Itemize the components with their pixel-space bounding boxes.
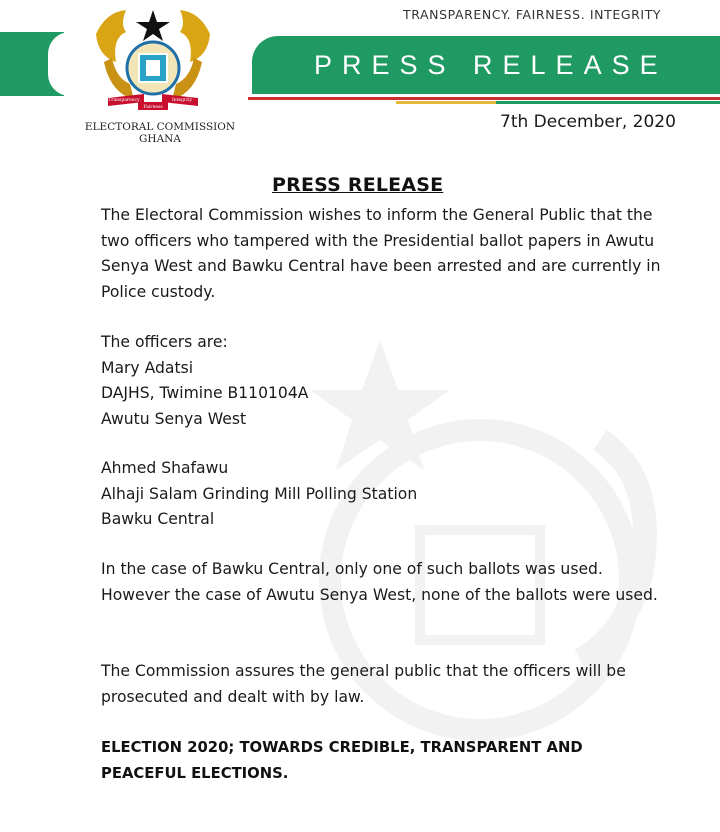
paragraph-ballots: In the case of Bawku Central, only one of such ballots was used. However the case of Awutu Senya West, none of the ballots were used.: [101, 560, 658, 604]
crest-ribbon-left: Transparency: [108, 98, 140, 103]
paragraph-intro: The Electoral Commission wishes to inform the General Public that the two officers who tampered with the Presidential ballot papers in Awutu Senya West and Bawku Central have been arrested and are currently in Police custody.: [101, 206, 661, 301]
officers-intro: The officers are:: [101, 333, 228, 351]
closing-slogan: [101, 735, 661, 787]
officers-block-1: [101, 330, 661, 432]
officer1-detail: DAJHS, Twimine B110104A: [101, 384, 309, 403]
electoral-commission-crest-icon: [86, 4, 220, 116]
tagline: TRANSPARENCY. FAIRNESS. INTEGRITY: [403, 7, 662, 22]
officers-block-2: [101, 456, 661, 533]
crest-ribbon-right: Integrity: [172, 98, 192, 103]
green-stripe: [496, 101, 720, 104]
officer2-constituency: Bawku Central: [101, 510, 215, 529]
officer1-name: Mary Adatsi: [101, 358, 194, 377]
banner-title: PRESS RELEASE: [314, 50, 668, 80]
left-tab-notch: [48, 32, 70, 96]
org-name-line1: ELECTORAL COMMISSION: [84, 121, 236, 133]
paragraph-assurance: The Commission assures the general public that the officers will be prosecuted and dealt with by law.: [101, 662, 626, 706]
closing-line2: PEACEFUL ELECTIONS.: [101, 765, 289, 782]
release-date: 7th December, 2020: [500, 112, 676, 132]
officer1-constituency: Awutu Senya West: [101, 409, 247, 428]
officer2-name: Ahmed Shafawu: [101, 459, 229, 477]
organization-name: [80, 121, 240, 145]
org-name-line2: GHANA: [139, 133, 181, 145]
closing-line1: ELECTION 2020; TOWARDS CREDIBLE, TRANSPARENT AND: [101, 739, 583, 756]
document-title: PRESS RELEASE: [272, 174, 444, 196]
officer2-detail: Alhaji Salam Grinding Mill Polling Station: [101, 484, 418, 503]
crest-ribbon-bottom: Fairness: [143, 105, 163, 110]
red-stripe: [248, 97, 720, 100]
gold-stripe: [396, 101, 496, 104]
